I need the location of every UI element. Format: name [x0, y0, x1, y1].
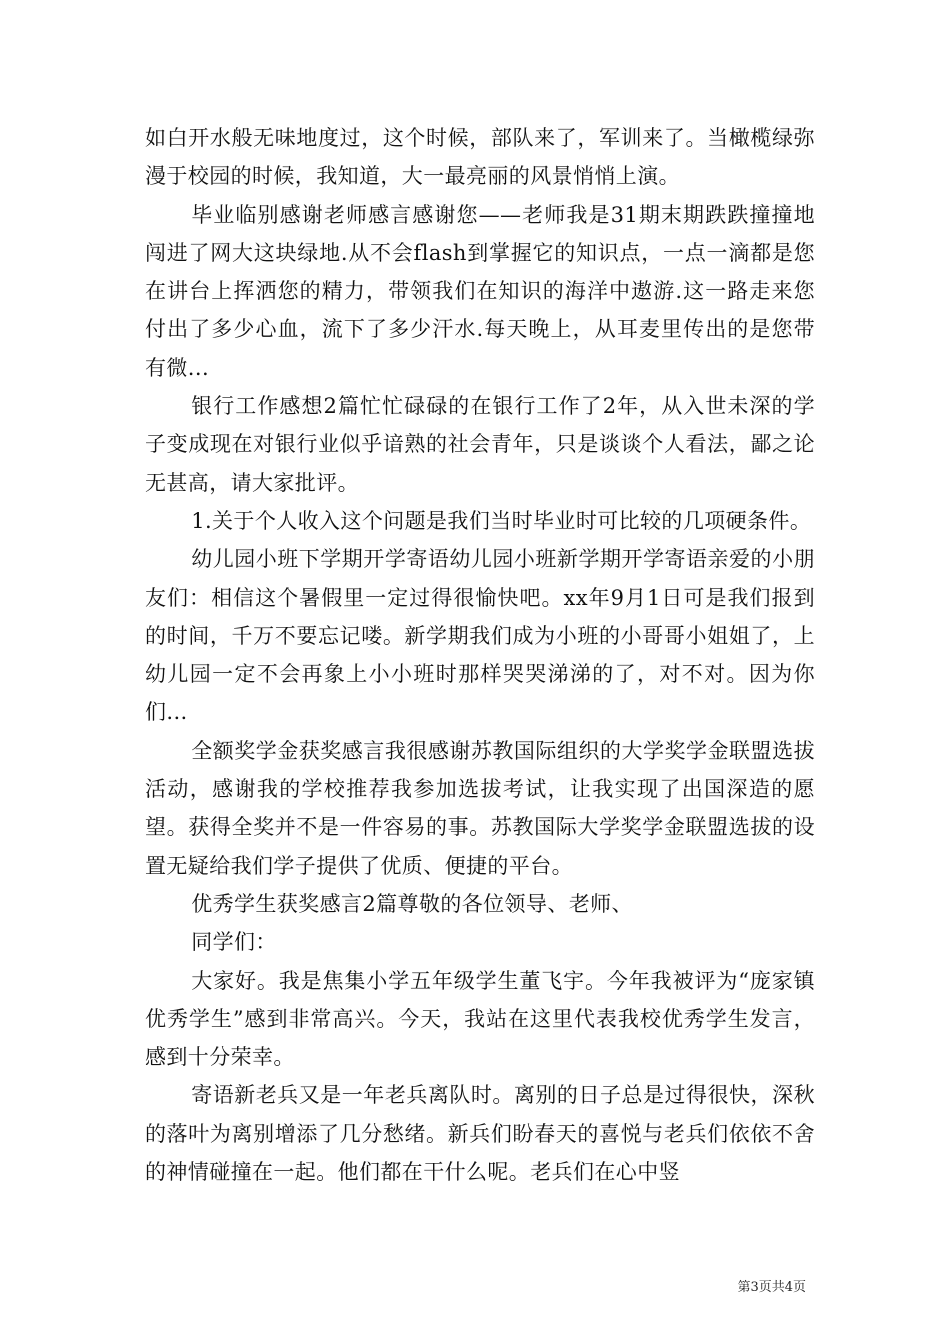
paragraph-greeting: 同学们：	[191, 930, 277, 955]
paragraph-excellent-student: 优秀学生获奖感言2篇尊敬的各位领导、老师、	[191, 891, 633, 916]
paragraph-thanks-teacher: 毕业临别感谢老师感言感谢您——老师我是31期末期跌跌撞撞地闯进了网大这块绿地.从不会flash到掌握它的知识点，一点一滴都是您在讲台上挥洒您的精力，带领我们在知识的海洋中遨游.这一路走来您付出了多少心血，流下了多少汗水.每天晚上，从耳麦里传出的是您带有微...	[145, 202, 815, 380]
paragraph-kindergarten: 幼儿园小班下学期开学寄语幼儿园小班新学期开学寄语亲爱的小朋友们：相信这个暑假里一定过得很愉快吧。xx年9月1日可是我们报到的时间，千万不要忘记喽。新学期我们成为小班的小哥哥小姐姐了，上幼儿园一定不会再象上小小班时那样哭哭涕涕的了，对不对。因为你们...	[145, 547, 815, 725]
paragraph-personal-income: 1.关于个人收入这个问题是我们当时毕业时可比较的几项硬条件。	[191, 508, 812, 533]
paragraph-veterans: 寄语新老兵又是一年老兵离队时。离别的日子总是过得很快，深秋的落叶为离别增添了几分愁绪。新兵们盼春天的喜悦与老兵们依依不舍的神情碰撞在一起。他们都在干什么呢。老兵们在心中竖	[145, 1083, 815, 1185]
paragraph-speech: 大家好。我是焦集小学五年级学生董飞宇。今年我被评为“庞家镇优秀学生”感到非常高兴。今天，我站在这里代表我校优秀学生发言，感到十分荣幸。	[145, 968, 815, 1070]
paragraph-bank-work: 银行工作感想2篇忙忙碌碌的在银行工作了2年，从入世未深的学子变成现在对银行业似乎谙熟的社会青年，只是谈谈个人看法，鄙之论无甚高，请大家批评。	[145, 394, 815, 495]
page-number: 第3页共4页	[737, 1280, 806, 1295]
paragraph-scholarship: 全额奖学金获奖感言我很感谢苏教国际组织的大学奖学金联盟选拔活动，感谢我的学校推荐我参加选拔考试，让我实现了出国深造的愿望。获得全奖并不是一件容易的事。苏教国际大学奖学金联盟选拔的设置无疑给我们学子提供了优质、便捷的平台。	[145, 738, 815, 878]
document-body	[145, 119, 815, 1191]
paragraph-continuation: 如白开水般无味地度过，这个时候，部队来了，军训来了。当橄榄绿弥漫于校园的时候，我知道，大一最亮丽的风景悄悄上演。	[145, 126, 815, 189]
